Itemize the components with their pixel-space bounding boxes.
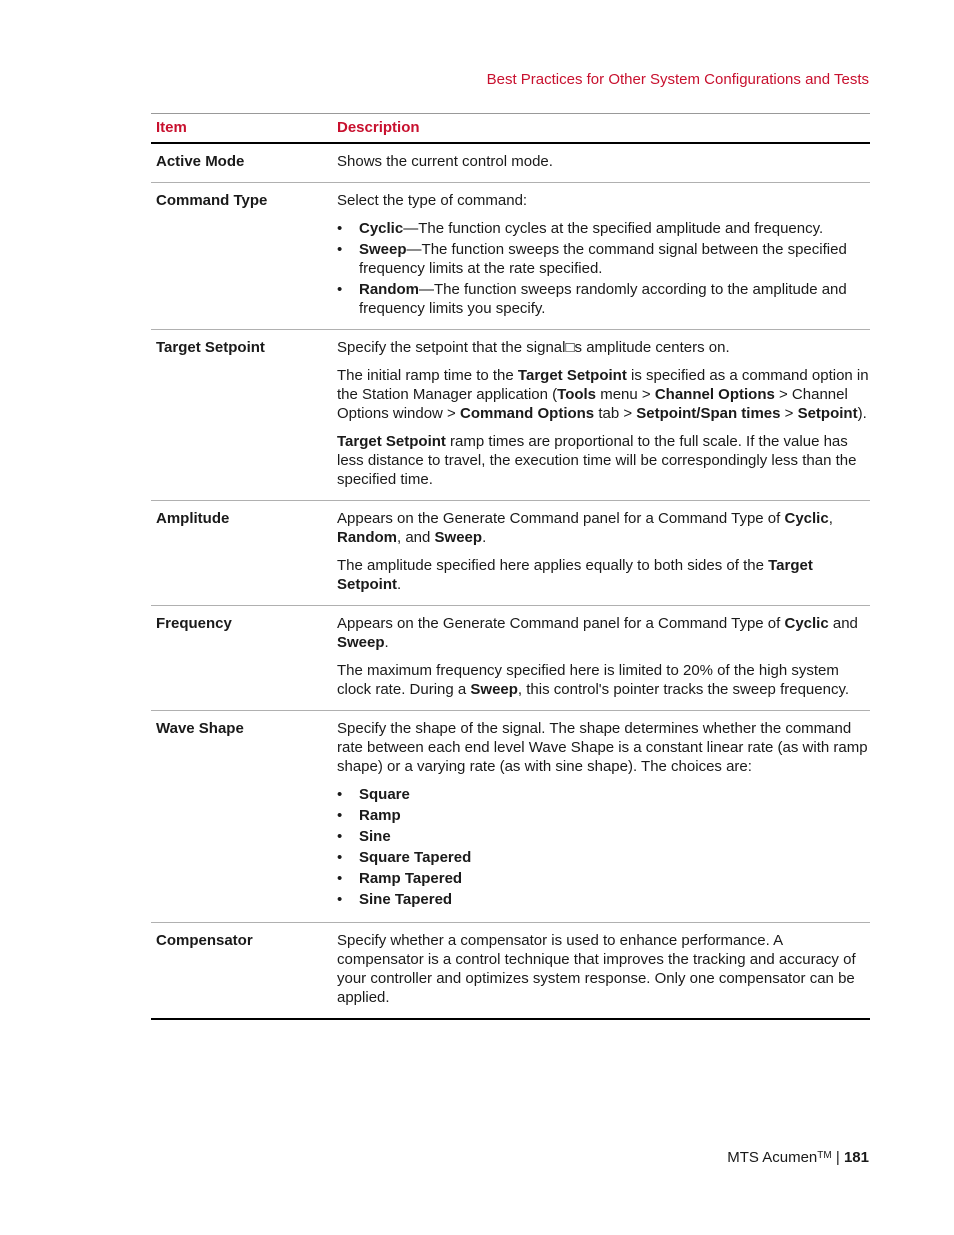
list-item: [337, 827, 870, 846]
table-row-frequency: [151, 606, 870, 711]
text-run: The maximum frequency specified here is limited to 20% of the high system clock rate. During a: [337, 662, 839, 698]
bullet-glyph: •: [337, 786, 343, 803]
bullet-glyph: •: [337, 828, 343, 845]
item-label: Frequency: [156, 615, 232, 632]
wave-shape-list: [337, 785, 870, 909]
list-item: [337, 869, 870, 888]
list-item: [337, 848, 870, 867]
description-text: Specify whether a compensator is used to enhance performance. A compensator is a control technique that improves the tracking and accuracy of your controller and optimizes system response. Only one compensator can be applied.: [337, 932, 856, 1006]
item-description: [337, 509, 870, 594]
item-label: Compensator: [156, 932, 253, 949]
term-description: —The function sweeps randomly according to the amplitude and frequency limits you specify.: [359, 281, 847, 317]
term: Setpoint/Span times: [636, 405, 781, 422]
text-run: menu >: [596, 386, 655, 403]
term-description: —The function cycles at the specified amplitude and frequency.: [403, 220, 824, 237]
description-text: [337, 614, 870, 652]
text-run: > Channel Options window >: [337, 386, 848, 422]
text-run: ramp times are proportional to the full scale. If the value has less distance to travel, the execution time will be correspondingly less than the specified time.: [337, 433, 857, 488]
list-item: [337, 280, 870, 318]
list-item: [337, 240, 870, 278]
term: Tools: [557, 386, 597, 403]
description-text: [337, 366, 870, 423]
page-number: 181: [843, 1149, 869, 1166]
term: Command Options: [459, 405, 595, 422]
list-item: [337, 806, 870, 825]
bullet-glyph: •: [337, 241, 343, 258]
term: Ramp: [359, 807, 401, 824]
term: Setpoint: [797, 405, 858, 422]
item-description: [337, 719, 870, 911]
term: Sweep: [337, 634, 385, 651]
bullet-glyph: •: [337, 807, 343, 824]
list-item: [337, 785, 870, 804]
product-name: MTS Acumen: [727, 1149, 818, 1166]
term: Sweep: [470, 681, 518, 698]
term: Sweep: [434, 529, 483, 546]
footer-separator: |: [831, 1149, 844, 1166]
table-row-wave-shape: [151, 711, 870, 923]
description-text: Specify the shape of the signal. The shape determines whether the command rate between each end level Wave Shape is a constant linear rate (as with ramp shape) or a varying rate (as with sine shape). The choices are:: [337, 720, 868, 775]
text-run: ).: [857, 405, 867, 422]
description-text: [337, 509, 870, 547]
list-item: [337, 219, 870, 238]
table-header: [151, 114, 870, 144]
item-label: Amplitude: [156, 510, 230, 527]
description-text: Specify the setpoint that the signal□s amplitude centers on.: [337, 339, 730, 356]
item-label: Wave Shape: [156, 720, 244, 737]
term: Square: [359, 786, 410, 803]
bullet-glyph: •: [337, 281, 343, 298]
item-label: Command Type: [156, 192, 268, 209]
command-type-list: [337, 219, 870, 318]
text-run: , this control's pointer tracks the sweep frequency.: [517, 681, 849, 698]
description-text: [337, 661, 870, 699]
item-description: [337, 931, 870, 1007]
description-text: [337, 556, 870, 594]
bullet-glyph: •: [337, 849, 343, 866]
term: Sine Tapered: [359, 891, 453, 908]
table-row-compensator: [151, 923, 870, 1020]
bullet-glyph: •: [337, 870, 343, 887]
table-row-active-mode: [151, 144, 870, 183]
term: Target Setpoint: [337, 557, 813, 593]
term: Channel Options: [654, 386, 775, 403]
text-run: .: [482, 529, 487, 546]
term: Random: [337, 529, 397, 546]
term: Random: [359, 281, 419, 298]
table-row-target-setpoint: [151, 330, 870, 501]
list-item: [337, 890, 870, 909]
term: Cyclic: [784, 510, 829, 527]
text-run: , and: [397, 529, 435, 546]
term: Target Setpoint: [517, 367, 627, 384]
text-run: .: [384, 634, 389, 651]
column-header-item: Item: [156, 119, 187, 136]
parameter-table: [151, 113, 870, 1020]
term: Target Setpoint: [337, 433, 446, 450]
description-text: Shows the current control mode.: [337, 153, 553, 170]
term: Square Tapered: [359, 849, 472, 866]
term-description: —The function sweeps the command signal between the specified frequency limits at the rate specified.: [359, 241, 847, 277]
table-row-command-type: [151, 183, 870, 330]
item-description: [337, 614, 870, 699]
description-text: [337, 432, 870, 489]
item-label: Active Mode: [156, 153, 245, 170]
running-header: Best Practices for Other System Configurations and Tests: [486, 71, 869, 88]
text-run: Appears on the Generate Command panel for a Command Type of: [337, 510, 785, 527]
table-row-amplitude: [151, 501, 870, 606]
term: Sine: [359, 828, 391, 845]
term: Ramp Tapered: [359, 870, 463, 887]
term: Cyclic: [359, 220, 404, 237]
text-run: is specified as a command option in the Station Manager application (: [337, 367, 869, 403]
bullet-glyph: •: [337, 891, 343, 908]
item-description: [337, 191, 870, 318]
text-run: tab >: [594, 405, 637, 422]
text-run: >: [780, 405, 798, 422]
trademark-mark: TM: [817, 1150, 832, 1161]
text-run: .: [397, 576, 402, 593]
page-footer: [727, 1148, 869, 1167]
item-label: Target Setpoint: [156, 339, 265, 356]
text-run: and: [828, 615, 858, 632]
text-run: The amplitude specified here applies equally to both sides of the: [337, 557, 769, 574]
term: Cyclic: [784, 615, 829, 632]
text-run: ,: [828, 510, 833, 527]
text-run: Appears on the Generate Command panel for a Command Type of: [337, 615, 785, 632]
term: Sweep: [359, 241, 407, 258]
column-header-description: Description: [337, 119, 420, 136]
item-description: [337, 152, 870, 171]
item-description: [337, 338, 870, 489]
description-text: Select the type of command:: [337, 192, 528, 209]
bullet-glyph: •: [337, 220, 343, 237]
text-run: The initial ramp time to the: [337, 367, 518, 384]
